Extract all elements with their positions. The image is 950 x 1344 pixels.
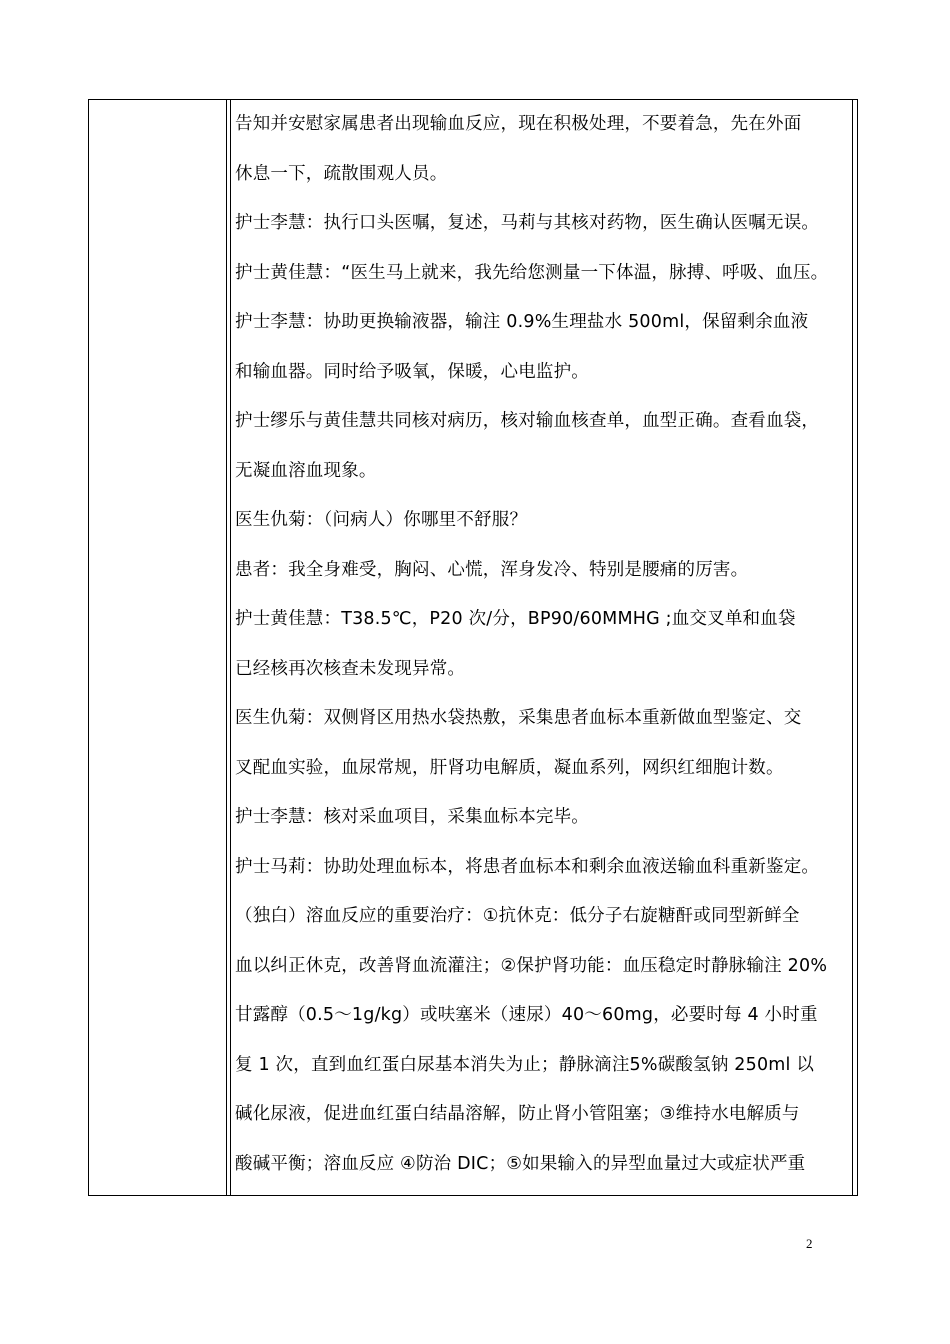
text-line: 医生仇菊：双侧肾区用热水袋热敷，采集患者血标本重新做血型鉴定、交 — [235, 708, 802, 728]
text-line: 告知并安慰家属患者出现输血反应，现在积极处理，不要着急，先在外面 — [235, 114, 802, 134]
text-line: 护士黄佳慧：“医生马上就来，我先给您测量一下体温，脉搏、呼吸、血压。 — [235, 262, 829, 283]
text-line: 叉配血实验，血尿常规，肝肾功电解质，凝血系列，网织红细胞计数。 — [235, 757, 784, 778]
text-line: 和输血器。同时给予吸氧，保暖，心电监护。 — [235, 361, 589, 382]
text-line: 甘露醇（0.5～1g/kg）或呋塞米（速尿）40～60mg，必要时每 4 小时重 — [235, 1005, 818, 1025]
left-column-cell — [89, 100, 227, 1195]
text-line: 无凝血溶血现象。 — [235, 460, 377, 481]
text-line: 护士李慧：核对采血项目，采集血标本完毕。 — [235, 807, 589, 827]
content-table — [88, 99, 858, 1196]
text-line: （独白）溶血反应的重要治疗：①抗休克：低分子右旋糖酐或同型新鲜全 — [235, 906, 800, 926]
text-line: 已经核再次核查未发现异常。 — [235, 658, 466, 679]
text-line: 血以纠正休克，改善肾血流灌注；②保护肾功能：血压稳定时静脉输注 20% — [235, 955, 828, 976]
text-line: 碱化尿液，促进血红蛋白结晶溶解，防止肾小管阻塞；③维持水电解质与 — [235, 1104, 800, 1124]
page-number: 2 — [806, 1236, 813, 1251]
text-line: 酸碱平衡；溶血反应 ④防治 DIC；⑤如果输入的异型血量过大或症状严重 — [235, 1153, 806, 1174]
text-line: 护士黄佳慧：T38.5℃，P20 次/分，BP90/60MMHG ;血交叉单和血袋 — [235, 609, 796, 629]
text-line: 患者：我全身难受，胸闷、心慌，浑身发冷、特别是腰痛的厉害。 — [235, 559, 749, 580]
text-line: 休息一下，疏散围观人员。 — [235, 163, 448, 184]
text-line: 医生仇菊：（问病人）你哪里不舒服？ — [235, 510, 528, 530]
text-line: 护士缪乐与黄佳慧共同核对病历，核对输血核查单，血型正确。查看血袋， — [235, 411, 820, 431]
text-line: 护士李慧：协助更换输液器，输注 0.9%生理盐水 500ml，保留剩余血液 — [235, 312, 809, 332]
text-line: 护士李慧：执行口头医嘱，复述，马莉与其核对药物，医生确认医嘱无误。 — [235, 213, 820, 233]
right-column-cell — [235, 100, 853, 1189]
text-line: 复 1 次，直到血红蛋白尿基本消失为止；静脉滴注5%碳酸氢钠 250ml 以 — [235, 1054, 815, 1075]
column-divider — [230, 100, 231, 1195]
text-line: 护士马莉：协助处理血标本，将患者血标本和剩余血液送输血科重新鉴定。 — [235, 856, 820, 877]
